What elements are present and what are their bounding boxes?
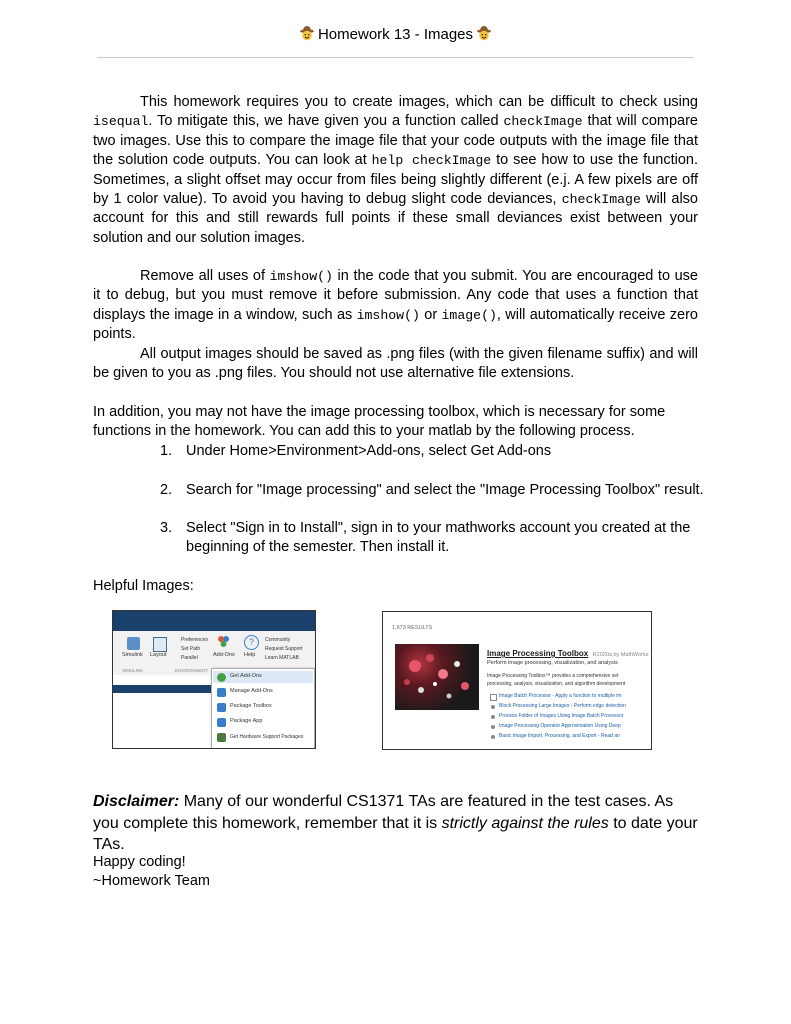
layout-icon xyxy=(153,637,167,652)
section-label: ENVIRONMENT xyxy=(175,668,209,673)
example-link[interactable]: Basic Image Import, Processing, and Export - Read an xyxy=(499,733,620,739)
helpful-images-label: Helpful Images: xyxy=(93,578,194,594)
imshow-paragraph: Remove all uses of imshow() in the code that you submit. You are encouraged to use it to debug, but you must remove it before submission. Any code that uses a function that displays the image in a window, such as imshow() or image(), will automatically receive zero points. xyxy=(93,268,698,343)
toolbox-description: Image Processing Toolbox™ provides a comprehensive set xyxy=(487,673,619,679)
toolbox-result-heading xyxy=(487,643,649,661)
example-link[interactable]: Block Processing Large Images - Perform edge detection xyxy=(499,703,626,709)
matlab-addons-screenshot xyxy=(112,610,316,749)
cowboy-face-icon xyxy=(476,25,492,41)
code-image: image() xyxy=(441,307,497,323)
package-app-icon xyxy=(217,718,226,727)
code-help-checkimage: help checkImage xyxy=(371,153,492,169)
toolbox-result-meta: R2020a by MathWorks xyxy=(592,652,649,658)
package-app-menu-item[interactable]: Package App xyxy=(230,718,263,724)
toolbox-paragraph: In addition, you may not have the image processing toolbox, which is necessary for some functions in the homework. You can add this to your matlab by the following process. xyxy=(93,404,666,440)
header-divider xyxy=(97,57,694,58)
help-icon: ? xyxy=(244,635,259,650)
set-path-item[interactable]: Set Path xyxy=(181,646,201,652)
toolbox-result-link[interactable]: Image Processing Toolbox xyxy=(487,649,589,658)
example-icon xyxy=(490,694,497,701)
disclaimer-label: Disclaimer: xyxy=(93,793,180,810)
simulink-icon xyxy=(127,637,140,650)
hardware-support-icon xyxy=(217,733,226,742)
hardware-support-menu-item[interactable]: Get Hardware Support Packages xyxy=(230,734,304,740)
preferences-item[interactable]: Preferences xyxy=(181,637,208,643)
example-link[interactable]: Process Folder of Images Using Image Batch Processor xyxy=(499,713,624,719)
results-count: 1,673 RESULTS xyxy=(392,625,433,631)
addons-icon xyxy=(217,635,230,648)
example-icon xyxy=(491,735,495,739)
get-addons-icon xyxy=(217,673,226,682)
toolbox-summary: Perform image processing, visualization, and analysis xyxy=(487,660,618,666)
png-paragraph: All output images should be saved as .png files (with the given filename suffix) and will be given to you as .png files. You should not use alternative file extensions. xyxy=(93,346,698,382)
example-icon xyxy=(491,725,495,729)
parallel-item[interactable]: Parallel xyxy=(181,655,198,661)
disclaimer-emphasis: strictly against the rules xyxy=(441,814,609,832)
package-toolbox-icon xyxy=(217,703,226,712)
code-isequal: isequal xyxy=(93,114,149,130)
cowboy-face-icon xyxy=(299,25,315,41)
package-toolbox-menu-item[interactable]: Package Toolbox xyxy=(230,703,272,709)
manage-addons-menu-item[interactable]: Manage Add-Ons xyxy=(230,688,273,694)
example-link[interactable]: Image Batch Processor - Apply a function to multiple im xyxy=(499,693,622,699)
title-text: Homework 13 - Images xyxy=(317,26,474,43)
addons-dropdown-menu xyxy=(211,668,315,749)
code-checkimage: checkImage xyxy=(503,114,583,130)
community-item[interactable]: Community xyxy=(265,637,291,643)
example-icon xyxy=(491,705,495,709)
signoff-line: ~Homework Team xyxy=(93,873,210,890)
get-addons-menu-item[interactable]: Get Add-Ons xyxy=(230,673,262,679)
learn-matlab-item[interactable]: Learn MATLAB xyxy=(265,655,299,661)
page-title xyxy=(0,24,791,46)
example-link[interactable]: Image Processing Operator Approximation Using Deep xyxy=(499,723,621,729)
disclaimer-paragraph: Disclaimer: Many of our wonderful CS1371 TAs are featured in the test cases. As you complete this homework, remember that it is strictly against the rules to date your TAs. xyxy=(93,793,698,853)
example-icon xyxy=(491,715,495,719)
intro-paragraph: This homework requires you to create images, which can be difficult to check using isequal. To mitigate this, we have given you a function called checkImage that will compare two images. Use this to compare the image file that your code outputs with the image file that the solution code outputs. You can look at help checkImage to see how to use the function. Sometimes, a slight offset may occur from files being slightly different (e.j. A few pixels are off by 1 color value). To avoid you having to debug slight code deviances, checkImage will also account for this and still rewards full points if these small deviances exist between your solution and our solution images. xyxy=(93,94,698,246)
code-imshow: imshow() xyxy=(269,269,333,284)
simulink-button[interactable]: Simulink xyxy=(122,652,143,658)
toolbox-search-screenshot xyxy=(382,611,652,750)
addons-button[interactable]: Add-Ons xyxy=(213,652,235,658)
layout-button[interactable]: Layout xyxy=(150,652,167,658)
toolbox-description: processing, analysis, visualization, and algorithm development xyxy=(487,681,626,687)
manage-addons-icon xyxy=(217,688,226,697)
signoff xyxy=(93,853,210,892)
toolbox-thumbnail xyxy=(395,644,479,710)
request-support-item[interactable]: Request Support xyxy=(265,646,303,652)
signoff-line: Happy coding! xyxy=(93,854,186,870)
help-button[interactable]: Help xyxy=(244,652,256,658)
code-checkimage: checkImage xyxy=(561,192,641,208)
section-label: SIMULINK xyxy=(122,668,144,673)
code-imshow: imshow() xyxy=(356,307,420,323)
